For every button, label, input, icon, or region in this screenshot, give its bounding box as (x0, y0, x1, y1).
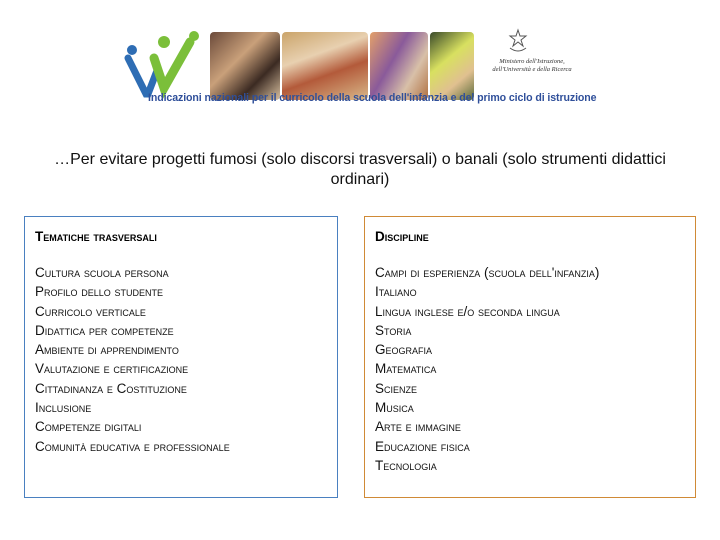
list-item: Lingua inglese e/o seconda lingua (375, 303, 560, 319)
list-item: Educazione fisica (375, 438, 470, 454)
transversal-themes-title: Tematiche trasversali (35, 229, 157, 244)
classroom-photo-2 (282, 32, 368, 100)
list-item: Matematica (375, 361, 437, 377)
list-item: Cittadinanza e Costituzione (35, 380, 187, 396)
transversal-themes-list (35, 263, 337, 456)
classroom-photo-1 (210, 32, 280, 100)
list-item: Scienze (375, 380, 418, 396)
list-item: Competenze digitali (35, 419, 142, 435)
list-item: Musica (375, 400, 414, 416)
banner-title: Indicazioni nazionali per il curricolo della scuola dell'infanzia e del primo ciclo di istruzione (148, 92, 597, 104)
list-item: Arte e immagine (375, 419, 461, 435)
list-item: Geografia (375, 342, 433, 358)
list-item: Valutazione e certificazione (35, 361, 189, 377)
list-item: Ambiente di apprendimento (35, 342, 179, 358)
ministry-text: Ministero dell'Istruzione, dell'Università e della Ricerca (492, 58, 572, 73)
list-item: Cultura scuola persona (35, 265, 169, 280)
list-item: Storia (375, 322, 412, 338)
disciplines-title: Discipline (375, 229, 429, 244)
transversal-themes-box (24, 216, 338, 498)
header-banner (118, 22, 597, 114)
classroom-photo-3 (370, 32, 428, 100)
list-item: Curricolo verticale (35, 303, 146, 319)
list-item: Campi di esperienza (scuola dell'infanzia) (375, 265, 600, 280)
list-item: Comunità educativa e professionale (35, 438, 230, 454)
list-item: Didattica per competenze (35, 322, 174, 338)
list-item: Profilo dello studente (35, 284, 164, 300)
list-item: Italiano (375, 284, 417, 300)
italian-republic-emblem-icon (506, 28, 530, 54)
disciplines-list (375, 263, 695, 475)
disciplines-box (364, 216, 696, 498)
classroom-photo-4 (430, 32, 474, 100)
subtitle: …Per evitare progetti fumosi (solo discorsi trasversali) o banali (solo strumenti didattici ordinari) (54, 151, 666, 188)
list-item: Tecnologia (375, 457, 437, 473)
list-item: Inclusione (35, 400, 92, 416)
